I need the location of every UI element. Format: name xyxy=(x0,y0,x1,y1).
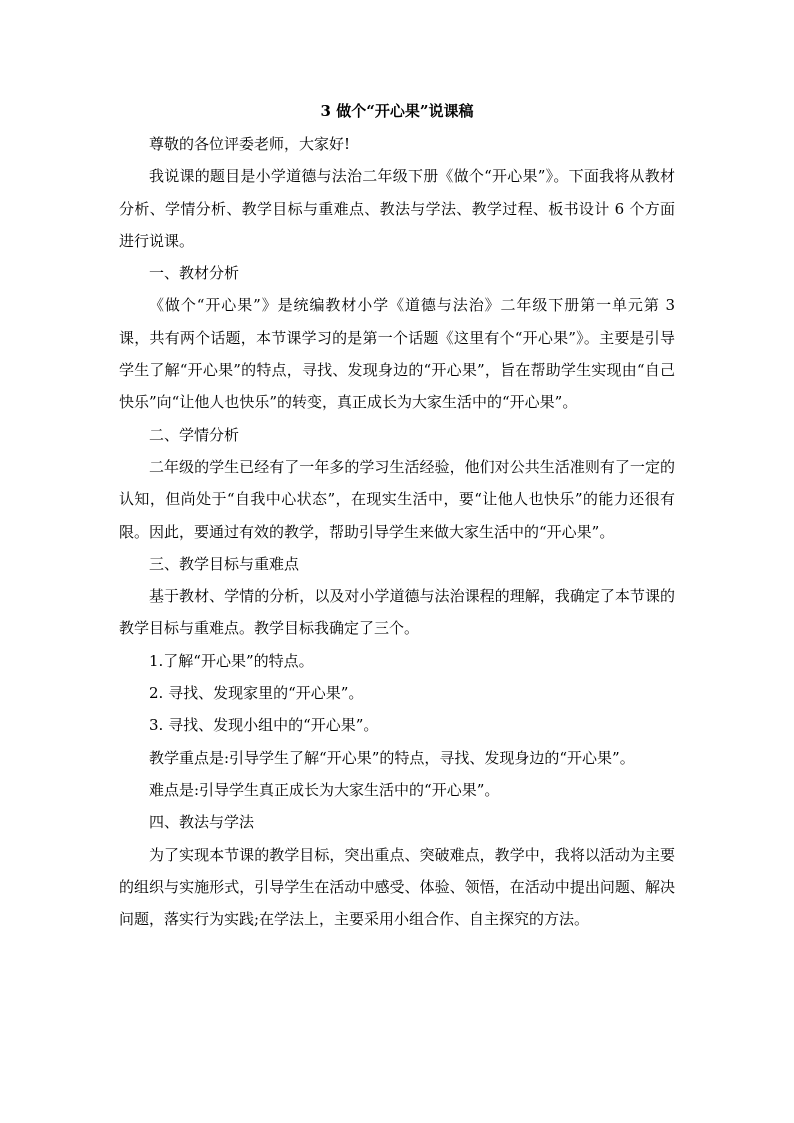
section-heading-methods: 四、教法与学法 xyxy=(149,813,255,832)
objective-item-1: 1.了解“开心果”的特点。 xyxy=(149,651,314,670)
greeting: 尊敬的各位评委老师，大家好! xyxy=(149,135,351,153)
section-heading-objectives: 三、教学目标与重难点 xyxy=(149,554,300,573)
key-point-paragraph: 教学重点是:引导学生了解“开心果”的特点，寻找、发现身边的“开心果”。 xyxy=(149,748,635,767)
document-body xyxy=(119,94,675,935)
objective-item-3: 3. 寻找、发现小组中的“开心果”。 xyxy=(149,716,379,735)
section-heading-textbook-analysis: 一、教材分析 xyxy=(149,264,240,283)
objectives-paragraph: 基于教材、学情的分析，以及对小学道德与法治课程的理解，我确定了本节课的教学目标与重难点。教学目标我确定了三个。 xyxy=(119,587,675,638)
student-analysis-paragraph: 二年级的学生已经有了一年多的学习生活经验，他们对公共生活准则有了一定的认知，但尚处于“自我中心状态”，在现实生活中，要“让他人也快乐”的能力还很有限。因此，要通过有效的教学，帮助引导学生来做大家生活中的“开心果”。 xyxy=(119,457,675,541)
objective-item-2: 2. 寻找、发现家里的“开心果”。 xyxy=(149,684,364,703)
section-heading-student-analysis: 二、学情分析 xyxy=(149,425,240,444)
intro-paragraph: 我说课的题目是小学道德与法治二年级下册《做个“开心果”》。下面我将从教材分析、学情分析、教学目标与重难点、教法与学法、教学过程、板书设计 6 个方面进行说课。 xyxy=(119,167,675,250)
methods-paragraph: 为了实现本节课的教学目标，突出重点、突破难点，教学中，我将以活动为主要的组织与实施形式，引导学生在活动中感受、体验、领悟，在活动中提出问题、解决问题，落实行为实践;在学法上，主要采用小组合作、自主探究的方法。 xyxy=(119,845,675,929)
document-title: 3 做个“开心果”说课稿 xyxy=(320,102,474,120)
difficulty-paragraph: 难点是:引导学生真正成长为大家生活中的“开心果”。 xyxy=(149,780,500,799)
textbook-analysis-paragraph: 《做个“开心果”》是统编教材小学《道德与法治》二年级下册第一单元第 3 课，共有两个话题，本节课学习的是第一个话题《这里有个“开心果”》。主要是引导学生了解“开心果”的特点，寻找、发现身边的“开心果”，旨在帮助学生实现由“自己快乐”向“让他人也快乐”的转变，真正成长为大家生活中的“开心果”。 xyxy=(119,296,675,412)
